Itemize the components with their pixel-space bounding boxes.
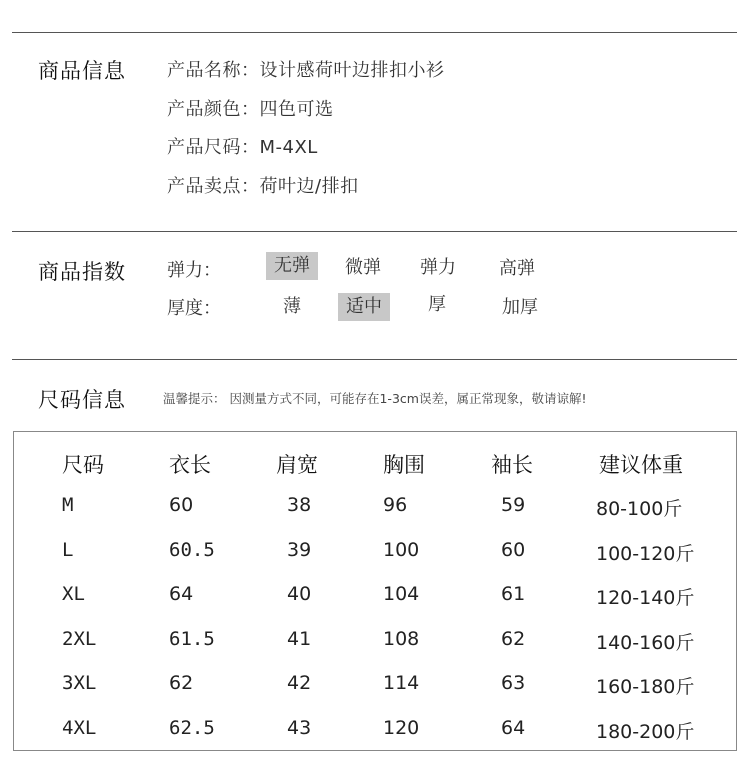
product-selling-point-line: 产品卖点：荷叶边/排扣 <box>167 176 359 197</box>
table-header: 尺码 <box>62 453 104 477</box>
table-cell: 40 <box>287 583 312 605</box>
table-cell: 60.5 <box>169 539 215 561</box>
table-cell: 59 <box>501 494 526 516</box>
table-header: 衣长 <box>169 453 211 477</box>
table-cell: 42 <box>287 672 312 694</box>
table-header: 肩宽 <box>276 453 318 477</box>
table-cell: 114 <box>383 672 420 694</box>
size-note: 温馨提示： 因测量方式不同，可能存在1-3cm误差，属正常现象，敬请谅解! <box>163 391 587 406</box>
table-cell: 80-100斤 <box>596 498 683 520</box>
divider-2 <box>12 359 737 360</box>
table-header: 建议体重 <box>599 453 683 477</box>
size-table <box>13 431 737 751</box>
product-info-title: 商品信息 <box>38 59 126 83</box>
product-name-line: 产品名称：设计感荷叶边排扣小衫 <box>167 60 445 81</box>
table-cell: 104 <box>383 583 420 605</box>
table-cell: 38 <box>287 494 312 516</box>
thickness-option-thick: 厚 <box>428 294 446 315</box>
table-cell: 4XL <box>62 717 97 739</box>
product-size-line: 产品尺码：M-4XL <box>167 137 318 158</box>
table-cell: 61 <box>501 583 526 605</box>
table-cell: 120 <box>383 717 420 739</box>
divider-1 <box>12 231 737 232</box>
table-cell: 160-180斤 <box>596 676 695 698</box>
table-cell: 61.5 <box>169 628 215 650</box>
table-cell: 64 <box>501 717 526 739</box>
elasticity-option-elastic: 弹力 <box>420 257 456 278</box>
table-cell: 43 <box>287 717 312 739</box>
elasticity-option-none: 无弹 <box>266 252 318 280</box>
table-cell: 62 <box>169 672 194 694</box>
table-cell: 120-140斤 <box>596 587 695 609</box>
thickness-option-extra-thick: 加厚 <box>502 297 538 318</box>
table-cell: 64 <box>169 583 194 605</box>
table-cell: 2XL <box>62 628 97 650</box>
table-cell: 39 <box>287 539 312 561</box>
table-cell: 3XL <box>62 672 97 694</box>
table-cell: L <box>62 539 74 561</box>
table-header: 袖长 <box>491 453 533 477</box>
table-header: 胸围 <box>383 453 425 477</box>
size-info-title: 尺码信息 <box>38 388 126 412</box>
table-cell: 140-160斤 <box>596 632 695 654</box>
table-cell: 62 <box>501 628 526 650</box>
thickness-option-thin: 薄 <box>283 296 301 317</box>
elasticity-label: 弹力： <box>167 260 221 281</box>
elasticity-option-slight: 微弹 <box>345 257 381 278</box>
product-color-line: 产品颜色：四色可选 <box>167 99 334 120</box>
table-cell: 62.5 <box>169 717 215 739</box>
thickness-label: 厚度： <box>167 298 221 319</box>
table-cell: 100-120斤 <box>596 543 695 565</box>
thickness-option-medium: 适中 <box>338 293 390 321</box>
table-cell: 41 <box>287 628 312 650</box>
table-cell: 180-200斤 <box>596 721 695 743</box>
table-cell: 108 <box>383 628 420 650</box>
product-index-title: 商品指数 <box>38 260 126 284</box>
table-cell: 60 <box>169 494 194 516</box>
elasticity-option-high: 高弹 <box>499 258 535 279</box>
table-cell: 63 <box>501 672 526 694</box>
divider-top <box>12 32 737 33</box>
table-cell: XL <box>62 583 85 605</box>
table-cell: M <box>62 494 74 516</box>
table-cell: 100 <box>383 539 420 561</box>
table-cell: 60 <box>501 539 526 561</box>
table-cell: 96 <box>383 494 408 516</box>
